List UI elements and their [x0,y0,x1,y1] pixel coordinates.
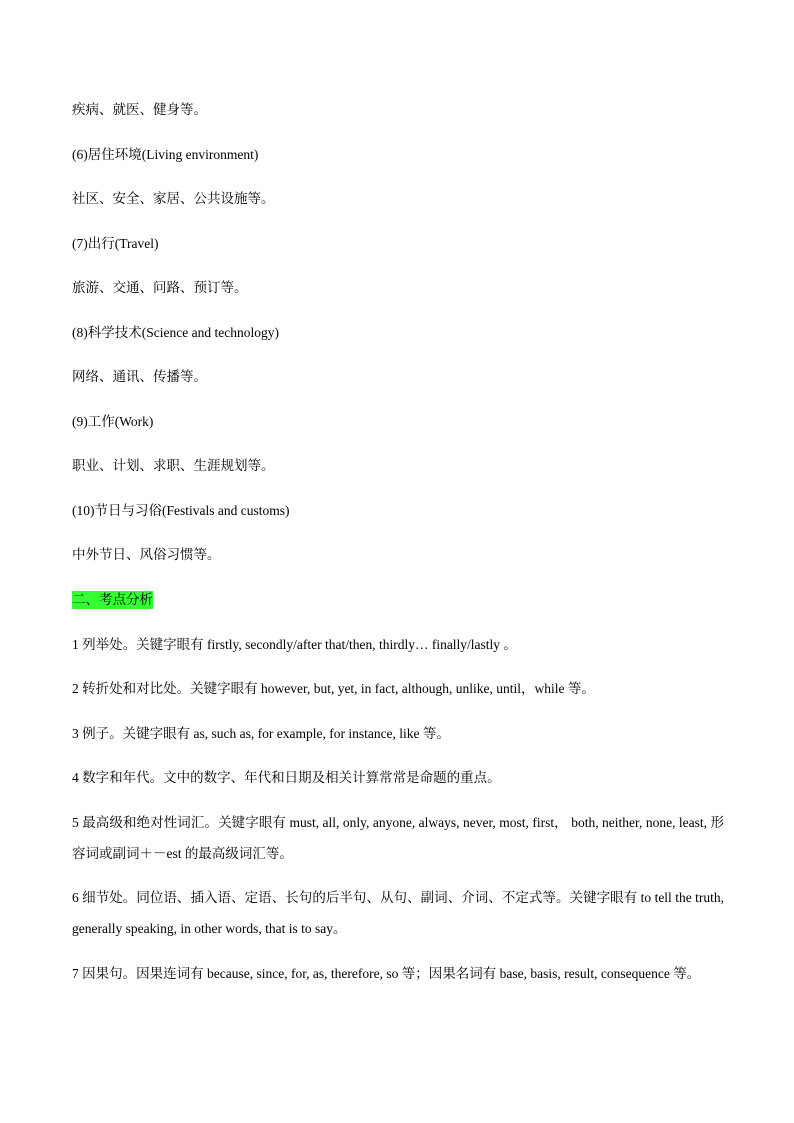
point-numbers: 4 数字和年代。文中的数字、年代和日期及相关计算常常是命题的重点。 [72,770,501,785]
topic-heading-work: (9)工作(Work) [72,414,154,429]
section-heading: 二、考点分析 [72,592,153,607]
topic-heading-travel: (7)出行(Travel) [72,236,159,251]
section-heading-row [72,590,724,610]
topic-line-community: 社区、安全、家居、公共设施等。 [72,191,275,206]
topic-line-customs: 中外节日、风俗习惯等。 [72,547,221,562]
point-listing: 1 列举处。关键字眼有 firstly, secondly/after that/then, thirdly… finally/lastly 。 [72,637,517,652]
point-superlatives: 5 最高级和绝对性词汇。关键字眼有 must, all, only, anyone, always, never, most, first， both, neither, none, least, 形容词或副词＋－est 的最高级词汇等。 [72,815,724,861]
topic-heading-science: (8)科学技术(Science and technology) [72,325,279,340]
point-contrast: 2 转折处和对比处。关键字眼有 however, but, yet, in fact, although, unlike, until，while 等。 [72,681,595,696]
point-cause-effect: 7 因果句。因果连词有 because, since, for, as, therefore, so 等；因果名词有 base, basis, result, consequence 等。 [72,966,701,981]
topic-line-tourism: 旅游、交通、问路、预订等。 [72,280,248,295]
topic-line-illness: 疾病、就医、健身等。 [72,102,207,117]
point-details: 6 细节处。同位语、插入语、定语、长句的后半句、从句、副词、介词、不定式等。关键字眼有 to tell the truth, generally speaking, in other words, that is to say。 [72,890,724,936]
topic-heading-festivals: (10)节日与习俗(Festivals and customs) [72,503,290,518]
topic-heading-living-environment: (6)居住环境(Living environment) [72,147,259,162]
point-examples: 3 例子。关键字眼有 as, such as, for example, for instance, like 等。 [72,726,450,741]
topic-line-career: 职业、计划、求职、生涯规划等。 [72,458,275,473]
topic-line-network: 网络、通讯、传播等。 [72,369,207,384]
